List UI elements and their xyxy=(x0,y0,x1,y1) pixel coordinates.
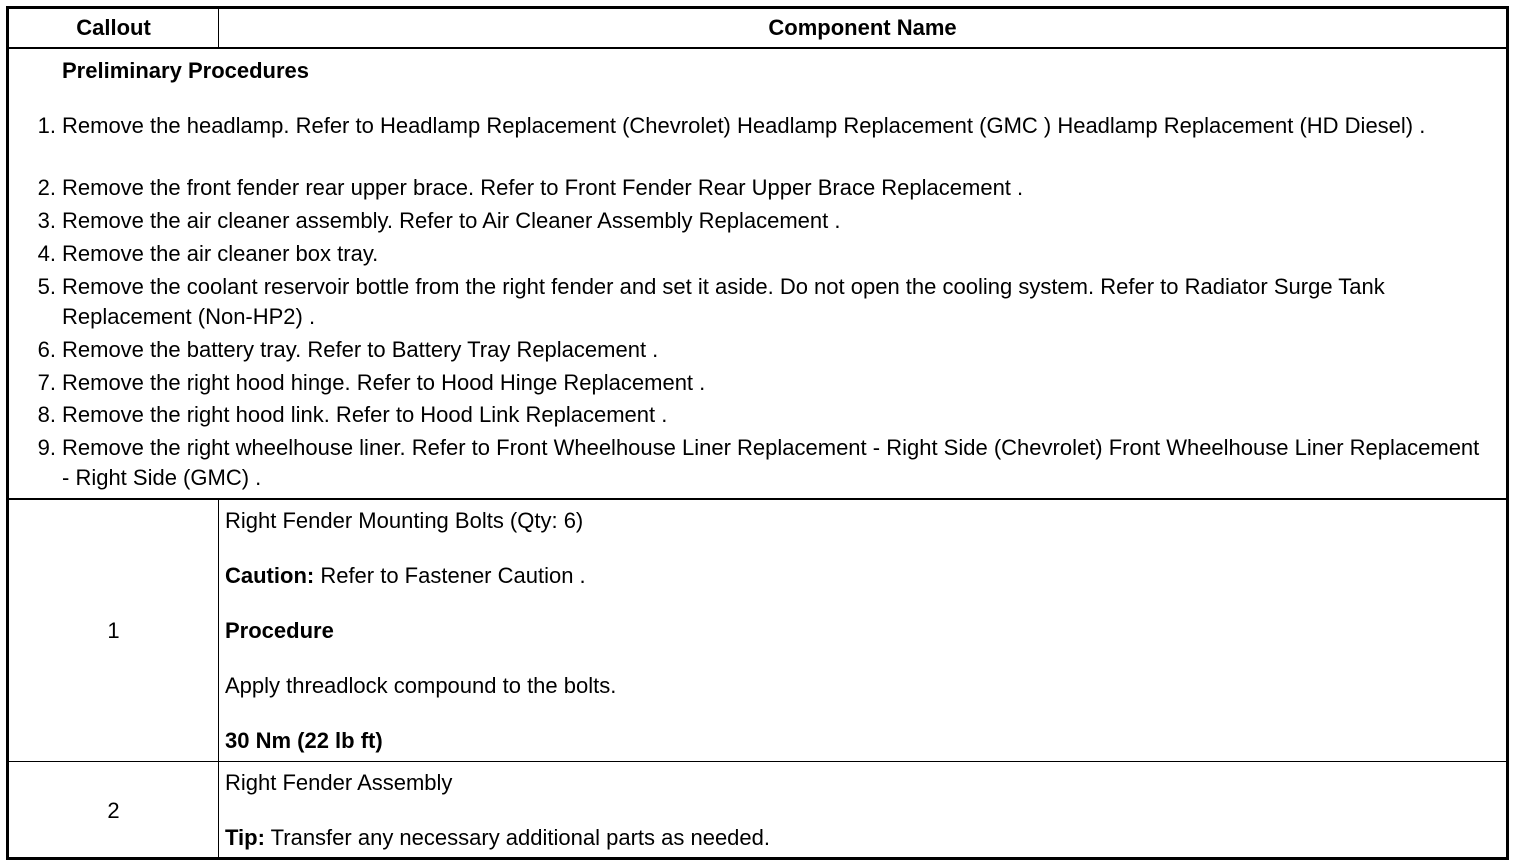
component-name: Right Fender Mounting Bolts (Qty: 6) xyxy=(225,508,584,533)
component-name: Right Fender Assembly xyxy=(225,770,453,795)
procedure-text: Apply threadlock compound to the bolts. xyxy=(225,673,617,698)
column-divider-body xyxy=(218,499,219,857)
caution-note xyxy=(225,561,586,591)
callout-number: 1 xyxy=(107,618,120,643)
preliminary-title: Preliminary Procedures xyxy=(62,58,310,83)
tip-text: Transfer any necessary additional parts as needed. xyxy=(264,825,770,850)
caution-label: Caution: xyxy=(225,563,315,588)
torque-spec: 30 Nm (22 lb ft) xyxy=(225,728,383,753)
caution-text: Refer to Fastener Caution . xyxy=(314,563,586,588)
callout-number: 2 xyxy=(107,798,120,823)
header-callout: Callout xyxy=(76,15,151,40)
header-divider xyxy=(9,47,1506,49)
tip-note xyxy=(225,823,770,853)
component-table: Callout Component Name Preliminary Procedures 1. Remove the headlamp. Refer to Headlamp Replacement (Chevrolet) Headlamp Replacement (GMC ) Headlamp Replacement (HD Diesel) . 2. Remove the front fender rear upper brace. Refer to Front Fender Rear Upper Brace Replacement . 3. Remove the air cleaner assembly. Refer to Air Cleaner Assembly Replacement . 4. Remove the air cleaner box tray. 5. Remove the coolant reservoir bottle from the right fender and set it aside. Do not open the cooling system. Refer to Radiator Surge Tank Replacement (Non-HP2) . 6. Remove the battery tray. Refer to Battery Tray Replacement . 7. Remove the right hood hinge. Refer to Hood Hinge Replacement . 8. Remove the right hood link. Refer to Hood Link Replacement . 9. Remove the right wheelhouse liner. Refer to Front Wheelhouse Liner Replacement - Right Side (Chevrolet) Front Wheelhouse Liner Replacement - Right Side (GMC) . 1 Right Fender Mounting Bolts (Qty: 6) Caution: Refer to Fastener Caution . Procedure Apply threadlock compound to the bolts. 30 Nm (22 lb ft) 2 Right Fender Assembly Tip: Transfer any necessary additional parts as needed. xyxy=(6,6,1509,860)
section-divider xyxy=(9,498,1506,500)
tip-label: Tip: xyxy=(225,825,265,850)
row-divider xyxy=(9,761,1506,762)
procedure-heading: Procedure xyxy=(225,618,334,643)
header-component-name: Component Name xyxy=(768,15,957,40)
